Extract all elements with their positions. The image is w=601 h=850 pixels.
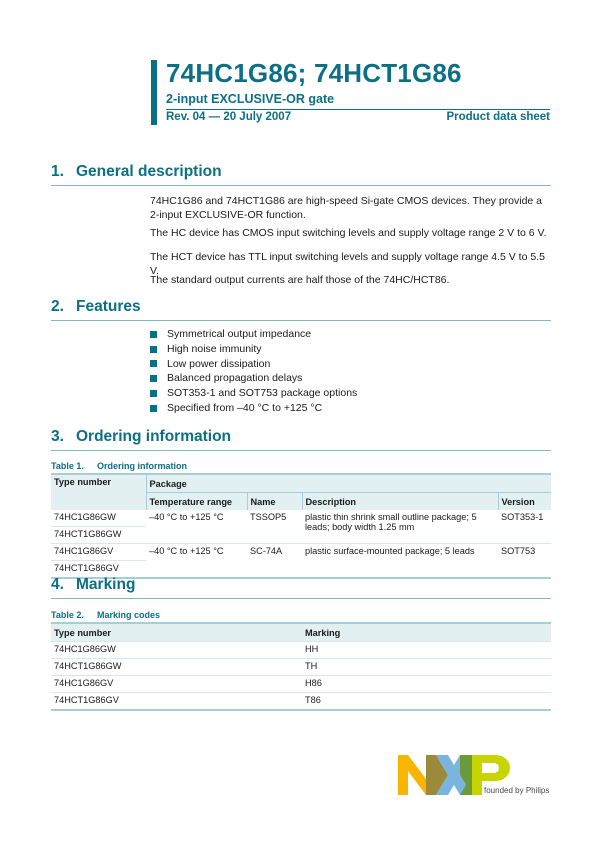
square-bullet-icon: [150, 375, 157, 382]
column-header: Version: [498, 493, 551, 511]
section-title: General description: [76, 163, 222, 180]
feature-item: [150, 327, 357, 342]
cell-type: 74HC1G86GV: [51, 676, 302, 693]
table-row: [51, 659, 551, 676]
section-title: Ordering information: [76, 428, 231, 445]
revision-info: Rev. 04 — 20 July 2007: [166, 111, 292, 123]
cell-type: 74HCT1G86GV: [51, 693, 302, 711]
logo-tagline: founded by Philips: [484, 786, 550, 795]
section-heading-general-description: [51, 163, 551, 186]
table-row: [51, 693, 551, 711]
table-label: Table 2.: [51, 610, 84, 620]
section-number: 2.: [51, 298, 64, 315]
square-bullet-icon: [150, 405, 157, 412]
paragraph: The HC device has CMOS input switching levels and supply voltage range 2 V to 6 V.: [150, 227, 547, 239]
table-header-row: [51, 474, 551, 493]
table-title: Ordering information: [97, 461, 187, 471]
feature-item: [150, 401, 357, 416]
feature-item: [150, 357, 357, 372]
paragraph: The standard output currents are half those of the 74HC/HCT86.: [150, 274, 450, 286]
cell-marking: HH: [302, 642, 551, 659]
column-header: Marking: [302, 623, 551, 642]
column-header: Temperature range: [146, 493, 247, 511]
cell-type: 74HCT1G86GW: [51, 527, 146, 544]
column-header: Name: [247, 493, 302, 511]
feature-text: SOT353-1 and SOT753 package options: [167, 387, 358, 400]
cell-marking: H86: [302, 676, 551, 693]
section-heading-marking: [51, 576, 551, 599]
paragraph: The HCT device has TTL input switching levels and supply voltage range 4.5 V to 5.5 V.: [150, 251, 545, 277]
document-type: Product data sheet: [446, 111, 550, 123]
feature-text: Balanced propagation delays: [167, 372, 303, 385]
feature-text: Low power dissipation: [167, 357, 271, 370]
table-row: [51, 510, 551, 527]
section-number: 1.: [51, 163, 64, 180]
ordering-information-table: [51, 473, 551, 579]
section-number: 3.: [51, 428, 64, 445]
section-number: 4.: [51, 576, 64, 593]
table-row: [51, 642, 551, 659]
table-title: Marking codes: [97, 610, 161, 620]
section-title: Features: [76, 298, 141, 315]
feature-text: High noise immunity: [167, 342, 262, 355]
cell-temp: –40 °C to +125 °C: [146, 544, 247, 579]
document-title: 74HC1G86; 74HCT1G86: [166, 58, 462, 88]
header-accent-bar: [151, 60, 157, 125]
header-divider: [166, 109, 550, 110]
feature-item: [150, 371, 357, 386]
cell-marking: T86: [302, 693, 551, 711]
column-header: Type number: [51, 623, 302, 642]
square-bullet-icon: [150, 346, 157, 353]
table-row: [51, 544, 551, 561]
paragraph: 74HC1G86 and 74HCT1G86 are high-speed Si-gate CMOS devices. They provide a 2-input EXCLUSIVE-OR function.: [150, 195, 543, 221]
table-row: [51, 676, 551, 693]
cell-version: SOT353-1: [501, 512, 544, 522]
column-header: Description: [302, 493, 498, 511]
cell-marking: TH: [302, 659, 551, 676]
square-bullet-icon: [150, 331, 157, 338]
cell-temp: –40 °C to +125 °C: [149, 512, 224, 522]
cell-name: TSSOP5: [250, 512, 287, 522]
cell-version: SOT753: [498, 544, 551, 579]
feature-item: [150, 342, 357, 357]
column-header: Package: [146, 474, 551, 493]
features-list: [150, 327, 357, 416]
cell-description: plastic thin shrink small outline package; 5 leads; body width 1.25 mm: [305, 512, 477, 532]
document-subtitle: 2-input EXCLUSIVE-OR gate: [166, 92, 335, 106]
square-bullet-icon: [150, 360, 157, 367]
table-caption: [51, 610, 160, 620]
cell-type: 74HC1G86GV: [51, 544, 146, 561]
cell-type: 74HC1G86GW: [54, 512, 116, 522]
cell-type: 74HC1G86GW: [51, 642, 302, 659]
feature-text: Symmetrical output impedance: [167, 328, 312, 340]
cell-description: plastic surface-mounted package; 5 leads: [302, 544, 498, 579]
cell-type: 74HCT1G86GV: [51, 561, 146, 579]
marking-codes-table: [51, 622, 551, 711]
table-header-row: [51, 623, 551, 642]
section-heading-features: [51, 298, 551, 321]
cell-name: SC-74A: [247, 544, 302, 579]
cell-type: 74HCT1G86GW: [51, 659, 302, 676]
section-heading-ordering-information: [51, 428, 551, 451]
table-caption: [51, 461, 187, 471]
table-label: Table 1.: [51, 461, 84, 471]
column-header: Type number: [51, 474, 146, 510]
feature-text: Specified from –40 °C to +125 °C: [167, 401, 323, 414]
square-bullet-icon: [150, 390, 157, 397]
section-title: Marking: [76, 576, 136, 593]
feature-item: [150, 386, 357, 401]
